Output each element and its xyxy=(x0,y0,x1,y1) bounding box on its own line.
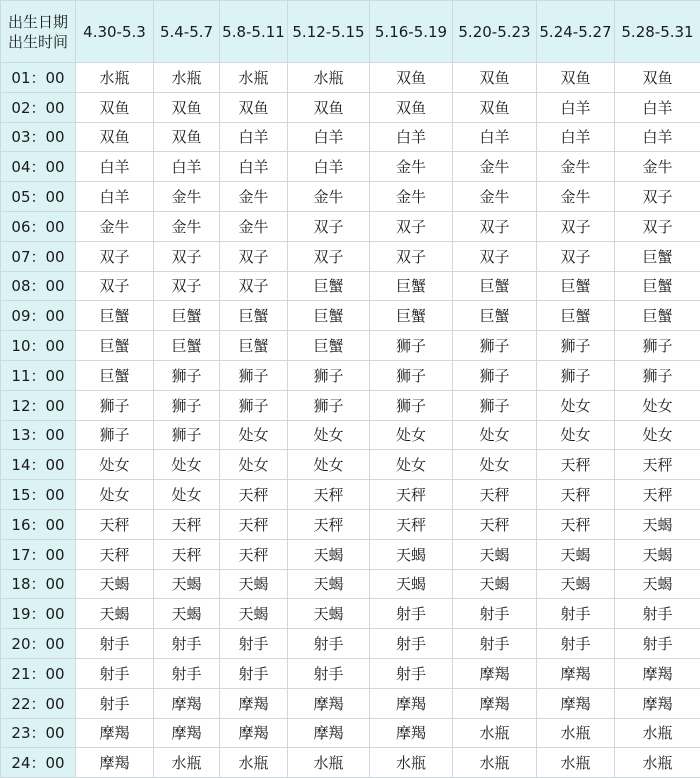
table-row xyxy=(1,748,700,778)
zodiac-sign-cell: 狮子 xyxy=(615,360,700,390)
zodiac-sign-cell: 天秤 xyxy=(537,509,615,539)
date-range-header: 5.28-5.31 xyxy=(615,1,700,63)
table-row xyxy=(1,92,700,122)
zodiac-sign-cell: 水瓶 xyxy=(220,748,288,778)
table-row xyxy=(1,360,700,390)
header-row xyxy=(1,1,700,63)
zodiac-sign-cell: 水瓶 xyxy=(288,63,370,93)
zodiac-sign-cell: 天蝎 xyxy=(453,539,537,569)
zodiac-sign-cell: 双鱼 xyxy=(453,63,537,93)
zodiac-sign-cell: 双子 xyxy=(154,241,220,271)
zodiac-sign-cell: 狮子 xyxy=(220,360,288,390)
date-range-header: 5.20-5.23 xyxy=(453,1,537,63)
corner-label-date: 出生日期 xyxy=(1,12,75,32)
zodiac-sign-cell: 水瓶 xyxy=(453,748,537,778)
date-range-header: 5.4-5.7 xyxy=(154,1,220,63)
zodiac-sign-cell: 天秤 xyxy=(370,480,453,510)
zodiac-sign-cell: 水瓶 xyxy=(154,63,220,93)
zodiac-sign-cell: 白羊 xyxy=(615,92,700,122)
zodiac-sign-cell: 狮子 xyxy=(453,331,537,361)
zodiac-sign-cell: 双子 xyxy=(220,271,288,301)
zodiac-sign-cell: 金牛 xyxy=(370,152,453,182)
birth-time-cell: 23：00 xyxy=(1,718,76,748)
birth-time-cell: 20：00 xyxy=(1,629,76,659)
zodiac-sign-cell: 双子 xyxy=(537,241,615,271)
zodiac-sign-cell: 狮子 xyxy=(288,390,370,420)
zodiac-sign-cell: 双子 xyxy=(370,241,453,271)
zodiac-sign-cell: 水瓶 xyxy=(288,748,370,778)
zodiac-sign-cell: 摩羯 xyxy=(154,718,220,748)
zodiac-sign-cell: 金牛 xyxy=(154,182,220,212)
zodiac-sign-cell: 水瓶 xyxy=(154,748,220,778)
table-row xyxy=(1,122,700,152)
zodiac-sign-cell: 摩羯 xyxy=(370,718,453,748)
birth-time-cell: 04：00 xyxy=(1,152,76,182)
zodiac-sign-cell: 双子 xyxy=(154,271,220,301)
zodiac-sign-cell: 双子 xyxy=(76,241,154,271)
zodiac-sign-cell: 巨蟹 xyxy=(537,271,615,301)
zodiac-sign-cell: 射手 xyxy=(370,599,453,629)
zodiac-sign-cell: 射手 xyxy=(76,658,154,688)
zodiac-sign-cell: 巨蟹 xyxy=(453,271,537,301)
birth-time-cell: 18：00 xyxy=(1,569,76,599)
table-row xyxy=(1,420,700,450)
zodiac-sign-cell: 巨蟹 xyxy=(220,301,288,331)
zodiac-sign-cell: 双子 xyxy=(615,182,700,212)
zodiac-sign-cell: 水瓶 xyxy=(537,718,615,748)
zodiac-sign-cell: 白羊 xyxy=(76,182,154,212)
zodiac-sign-cell: 天秤 xyxy=(76,509,154,539)
zodiac-sign-cell: 天蝎 xyxy=(220,599,288,629)
zodiac-sign-cell: 双鱼 xyxy=(537,63,615,93)
zodiac-sign-cell: 白羊 xyxy=(220,152,288,182)
table-row xyxy=(1,390,700,420)
zodiac-sign-cell: 金牛 xyxy=(220,211,288,241)
zodiac-sign-cell: 射手 xyxy=(288,658,370,688)
birth-time-cell: 09：00 xyxy=(1,301,76,331)
table-row xyxy=(1,629,700,659)
table-row xyxy=(1,211,700,241)
birth-time-cell: 08：00 xyxy=(1,271,76,301)
birth-time-cell: 12：00 xyxy=(1,390,76,420)
zodiac-sign-cell: 摩羯 xyxy=(537,658,615,688)
zodiac-sign-cell: 处女 xyxy=(220,450,288,480)
zodiac-sign-cell: 狮子 xyxy=(453,390,537,420)
birth-time-cell: 22：00 xyxy=(1,688,76,718)
zodiac-sign-cell: 白羊 xyxy=(370,122,453,152)
zodiac-sign-cell: 白羊 xyxy=(288,152,370,182)
zodiac-sign-cell: 巨蟹 xyxy=(76,360,154,390)
zodiac-sign-cell: 双子 xyxy=(220,241,288,271)
zodiac-sign-cell: 双子 xyxy=(76,271,154,301)
table-row xyxy=(1,450,700,480)
zodiac-sign-cell: 金牛 xyxy=(370,182,453,212)
zodiac-sign-cell: 天秤 xyxy=(370,509,453,539)
zodiac-sign-cell: 天蝎 xyxy=(615,539,700,569)
birth-time-cell: 06：00 xyxy=(1,211,76,241)
corner-label-time: 出生时间 xyxy=(1,32,75,52)
zodiac-sign-cell: 摩羯 xyxy=(615,658,700,688)
date-range-header: 5.12-5.15 xyxy=(288,1,370,63)
zodiac-sign-cell: 巨蟹 xyxy=(288,271,370,301)
birth-time-cell: 21：00 xyxy=(1,658,76,688)
zodiac-sign-cell: 天秤 xyxy=(220,480,288,510)
zodiac-sign-cell: 巨蟹 xyxy=(220,331,288,361)
zodiac-sign-cell: 双子 xyxy=(615,211,700,241)
zodiac-sign-cell: 摩羯 xyxy=(288,718,370,748)
zodiac-sign-cell: 摩羯 xyxy=(370,688,453,718)
zodiac-sign-cell: 巨蟹 xyxy=(615,241,700,271)
zodiac-sign-cell: 白羊 xyxy=(154,152,220,182)
zodiac-sign-cell: 巨蟹 xyxy=(154,331,220,361)
zodiac-sign-cell: 双鱼 xyxy=(76,122,154,152)
zodiac-sign-cell: 双子 xyxy=(453,241,537,271)
zodiac-sign-cell: 金牛 xyxy=(453,152,537,182)
zodiac-sign-cell: 双子 xyxy=(288,211,370,241)
zodiac-sign-cell: 天蝎 xyxy=(370,569,453,599)
birth-time-cell: 11：00 xyxy=(1,360,76,390)
zodiac-sign-cell: 双子 xyxy=(453,211,537,241)
zodiac-sign-cell: 白羊 xyxy=(453,122,537,152)
zodiac-sign-cell: 天秤 xyxy=(288,480,370,510)
zodiac-sign-cell: 巨蟹 xyxy=(453,301,537,331)
zodiac-sign-cell: 处女 xyxy=(154,450,220,480)
zodiac-sign-cell: 水瓶 xyxy=(615,748,700,778)
zodiac-sign-cell: 处女 xyxy=(154,480,220,510)
zodiac-sign-cell: 天秤 xyxy=(615,480,700,510)
zodiac-sign-cell: 双鱼 xyxy=(154,122,220,152)
birth-time-cell: 17：00 xyxy=(1,539,76,569)
table-row xyxy=(1,480,700,510)
zodiac-sign-cell: 射手 xyxy=(154,658,220,688)
zodiac-sign-cell: 天秤 xyxy=(453,480,537,510)
zodiac-sign-cell: 巨蟹 xyxy=(370,301,453,331)
zodiac-sign-cell: 双子 xyxy=(288,241,370,271)
zodiac-sign-cell: 天秤 xyxy=(220,509,288,539)
zodiac-sign-cell: 摩羯 xyxy=(76,748,154,778)
zodiac-sign-cell: 金牛 xyxy=(154,211,220,241)
zodiac-sign-cell: 白羊 xyxy=(76,152,154,182)
birth-time-cell: 14：00 xyxy=(1,450,76,480)
zodiac-sign-cell: 金牛 xyxy=(288,182,370,212)
zodiac-sign-cell: 射手 xyxy=(76,629,154,659)
zodiac-sign-cell: 巨蟹 xyxy=(615,301,700,331)
zodiac-sign-cell: 天蝎 xyxy=(370,539,453,569)
zodiac-sign-cell: 天蝎 xyxy=(154,599,220,629)
zodiac-sign-cell: 金牛 xyxy=(220,182,288,212)
zodiac-sign-cell: 处女 xyxy=(76,480,154,510)
zodiac-sign-cell: 天秤 xyxy=(537,480,615,510)
table-row xyxy=(1,688,700,718)
zodiac-sign-cell: 巨蟹 xyxy=(537,301,615,331)
date-range-header: 5.8-5.11 xyxy=(220,1,288,63)
zodiac-sign-cell: 狮子 xyxy=(537,360,615,390)
zodiac-sign-cell: 天秤 xyxy=(537,450,615,480)
date-range-header: 4.30-5.3 xyxy=(76,1,154,63)
zodiac-sign-cell: 射手 xyxy=(615,629,700,659)
corner-header-cell xyxy=(1,1,76,63)
birth-time-cell: 19：00 xyxy=(1,599,76,629)
zodiac-sign-cell: 水瓶 xyxy=(453,718,537,748)
zodiac-sign-cell: 天蝎 xyxy=(615,509,700,539)
zodiac-sign-cell: 射手 xyxy=(370,658,453,688)
zodiac-sign-cell: 处女 xyxy=(615,420,700,450)
zodiac-sign-cell: 双鱼 xyxy=(370,63,453,93)
table-row xyxy=(1,152,700,182)
zodiac-sign-cell: 巨蟹 xyxy=(288,301,370,331)
zodiac-sign-cell: 天秤 xyxy=(76,539,154,569)
zodiac-sign-cell: 射手 xyxy=(537,629,615,659)
zodiac-sign-cell: 处女 xyxy=(288,420,370,450)
zodiac-sign-cell: 天蝎 xyxy=(537,539,615,569)
table-row xyxy=(1,569,700,599)
zodiac-sign-cell: 白羊 xyxy=(615,122,700,152)
zodiac-sign-cell: 射手 xyxy=(154,629,220,659)
zodiac-sign-cell: 射手 xyxy=(220,658,288,688)
table-row xyxy=(1,599,700,629)
zodiac-sign-cell: 白羊 xyxy=(288,122,370,152)
zodiac-sign-cell: 巨蟹 xyxy=(154,301,220,331)
birth-time-cell: 01：00 xyxy=(1,63,76,93)
zodiac-sign-cell: 天蝎 xyxy=(154,569,220,599)
zodiac-sign-cell: 金牛 xyxy=(76,211,154,241)
birth-time-cell: 24：00 xyxy=(1,748,76,778)
zodiac-sign-cell: 狮子 xyxy=(288,360,370,390)
table-row xyxy=(1,331,700,361)
zodiac-sign-cell: 天蝎 xyxy=(288,599,370,629)
zodiac-sign-cell: 双鱼 xyxy=(615,63,700,93)
zodiac-sign-cell: 金牛 xyxy=(537,182,615,212)
zodiac-sign-cell: 水瓶 xyxy=(220,63,288,93)
birth-time-cell: 16：00 xyxy=(1,509,76,539)
birth-time-cell: 03：00 xyxy=(1,122,76,152)
zodiac-sign-cell: 狮子 xyxy=(370,360,453,390)
zodiac-sign-cell: 天蝎 xyxy=(220,569,288,599)
zodiac-sign-cell: 射手 xyxy=(370,629,453,659)
birth-time-cell: 10：00 xyxy=(1,331,76,361)
zodiac-sign-cell: 天秤 xyxy=(220,539,288,569)
table-row xyxy=(1,182,700,212)
zodiac-sign-cell: 狮子 xyxy=(154,420,220,450)
zodiac-sign-cell: 处女 xyxy=(288,450,370,480)
zodiac-sign-cell: 狮子 xyxy=(220,390,288,420)
zodiac-sign-cell: 双鱼 xyxy=(453,92,537,122)
zodiac-sign-cell: 射手 xyxy=(537,599,615,629)
table-row xyxy=(1,271,700,301)
zodiac-sign-cell: 摩羯 xyxy=(288,688,370,718)
zodiac-sign-cell: 射手 xyxy=(453,629,537,659)
zodiac-sign-cell: 处女 xyxy=(370,450,453,480)
zodiac-sign-cell: 狮子 xyxy=(615,331,700,361)
zodiac-sign-cell: 摩羯 xyxy=(453,658,537,688)
zodiac-sign-cell: 处女 xyxy=(76,450,154,480)
zodiac-sign-cell: 水瓶 xyxy=(615,718,700,748)
zodiac-sign-cell: 金牛 xyxy=(453,182,537,212)
zodiac-sign-cell: 天蝎 xyxy=(76,599,154,629)
zodiac-sign-cell: 处女 xyxy=(370,420,453,450)
zodiac-sign-cell: 双鱼 xyxy=(288,92,370,122)
birth-time-cell: 05：00 xyxy=(1,182,76,212)
zodiac-sign-cell: 摩羯 xyxy=(453,688,537,718)
zodiac-sign-cell: 天蝎 xyxy=(537,569,615,599)
table-row xyxy=(1,509,700,539)
zodiac-sign-cell: 天秤 xyxy=(615,450,700,480)
zodiac-sign-cell: 天蝎 xyxy=(453,569,537,599)
zodiac-sign-cell: 天秤 xyxy=(288,509,370,539)
zodiac-sign-cell: 处女 xyxy=(537,420,615,450)
table-row xyxy=(1,241,700,271)
zodiac-sign-cell: 处女 xyxy=(453,420,537,450)
zodiac-sign-cell: 狮子 xyxy=(76,420,154,450)
zodiac-sign-cell: 狮子 xyxy=(154,390,220,420)
zodiac-sign-cell: 摩羯 xyxy=(76,718,154,748)
zodiac-sign-cell: 狮子 xyxy=(76,390,154,420)
birth-time-cell: 07：00 xyxy=(1,241,76,271)
zodiac-sign-cell: 天蝎 xyxy=(288,569,370,599)
zodiac-sign-cell: 射手 xyxy=(615,599,700,629)
zodiac-sign-cell: 摩羯 xyxy=(220,718,288,748)
table-row xyxy=(1,63,700,93)
date-range-header: 5.24-5.27 xyxy=(537,1,615,63)
zodiac-sign-cell: 射手 xyxy=(220,629,288,659)
zodiac-sign-cell: 处女 xyxy=(537,390,615,420)
zodiac-sign-cell: 白羊 xyxy=(537,92,615,122)
zodiac-sign-cell: 摩羯 xyxy=(615,688,700,718)
zodiac-sign-cell: 巨蟹 xyxy=(76,331,154,361)
zodiac-sign-cell: 狮子 xyxy=(370,390,453,420)
birth-time-cell: 13：00 xyxy=(1,420,76,450)
zodiac-sign-cell: 处女 xyxy=(220,420,288,450)
table-row xyxy=(1,658,700,688)
zodiac-sign-cell: 巨蟹 xyxy=(615,271,700,301)
birth-time-cell: 15：00 xyxy=(1,480,76,510)
zodiac-sign-cell: 水瓶 xyxy=(537,748,615,778)
zodiac-sign-cell: 处女 xyxy=(615,390,700,420)
birth-time-cell: 02：00 xyxy=(1,92,76,122)
zodiac-sign-cell: 巨蟹 xyxy=(288,331,370,361)
zodiac-sign-cell: 双子 xyxy=(370,211,453,241)
zodiac-sign-cell: 天秤 xyxy=(453,509,537,539)
zodiac-sign-cell: 双鱼 xyxy=(154,92,220,122)
table-row xyxy=(1,301,700,331)
zodiac-sign-cell: 摩羯 xyxy=(154,688,220,718)
zodiac-sign-cell: 水瓶 xyxy=(76,63,154,93)
zodiac-sign-cell: 白羊 xyxy=(220,122,288,152)
zodiac-sign-cell: 狮子 xyxy=(537,331,615,361)
zodiac-sign-cell: 射手 xyxy=(288,629,370,659)
zodiac-sign-cell: 天蝎 xyxy=(615,569,700,599)
zodiac-sign-cell: 巨蟹 xyxy=(370,271,453,301)
zodiac-sign-cell: 狮子 xyxy=(154,360,220,390)
zodiac-sign-cell: 天蝎 xyxy=(288,539,370,569)
table-row xyxy=(1,539,700,569)
zodiac-sign-cell: 巨蟹 xyxy=(76,301,154,331)
zodiac-sign-cell: 天蝎 xyxy=(76,569,154,599)
zodiac-sign-cell: 双鱼 xyxy=(370,92,453,122)
zodiac-sign-cell: 白羊 xyxy=(537,122,615,152)
zodiac-sign-cell: 双鱼 xyxy=(220,92,288,122)
zodiac-sign-cell: 水瓶 xyxy=(370,748,453,778)
zodiac-sign-cell: 双鱼 xyxy=(76,92,154,122)
table-row xyxy=(1,718,700,748)
zodiac-sign-cell: 金牛 xyxy=(537,152,615,182)
zodiac-sign-cell: 狮子 xyxy=(370,331,453,361)
zodiac-sign-cell: 射手 xyxy=(76,688,154,718)
zodiac-sign-cell: 金牛 xyxy=(615,152,700,182)
date-range-header: 5.16-5.19 xyxy=(370,1,453,63)
zodiac-sign-cell: 双子 xyxy=(537,211,615,241)
zodiac-sign-cell: 摩羯 xyxy=(220,688,288,718)
zodiac-sign-cell: 摩羯 xyxy=(537,688,615,718)
table-body xyxy=(1,63,700,778)
zodiac-sign-cell: 天秤 xyxy=(154,539,220,569)
zodiac-sign-cell: 狮子 xyxy=(453,360,537,390)
zodiac-sign-cell: 射手 xyxy=(453,599,537,629)
zodiac-sign-cell: 天秤 xyxy=(154,509,220,539)
zodiac-sign-cell: 处女 xyxy=(453,450,537,480)
